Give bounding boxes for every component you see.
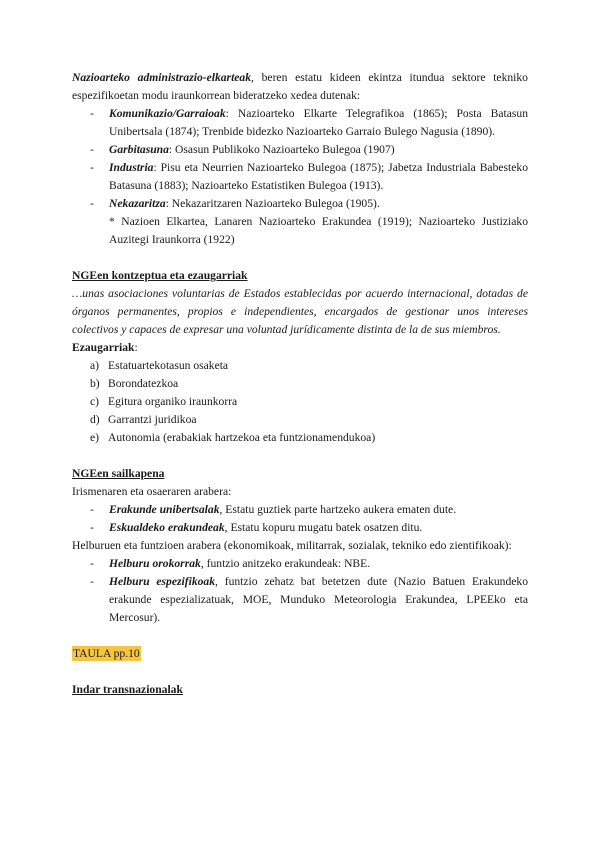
list-item-text: Autonomia (erabakiak hartzekoa eta funtzionamendukoa) <box>108 431 376 444</box>
concept-quote: …unas asociaciones voluntarias de Estados establecidas por acuerdo internacional, dotadas de órganos permanentes, propios e independientes, encargados de gestionar unos intereses colectivos y capaces de expresar una voluntad jurídicamente distinta de la de sus miembros. <box>72 287 528 336</box>
list-marker: a) <box>90 359 100 372</box>
list-item-term: Industria <box>109 161 154 174</box>
list-item-term: Eskualdeko erakundeak <box>109 521 225 534</box>
features-list <box>72 357 528 447</box>
members-list <box>72 501 528 537</box>
list-item <box>72 519 528 537</box>
features-label: Ezaugarriak <box>72 341 135 354</box>
list-item-text: , funtzio anitzeko erakundeak: NBE. <box>200 557 371 570</box>
list-item-term: Helburu espezifikoak <box>109 575 216 588</box>
list-marker: c) <box>90 395 100 408</box>
list-item-term: Helburu orokorrak <box>109 557 201 570</box>
list-item <box>72 375 528 393</box>
list-marker: d) <box>90 413 100 426</box>
table-reference-line <box>72 645 528 663</box>
list-item <box>72 159 528 195</box>
table-reference: TAULA pp.10 <box>73 647 140 660</box>
features-label-line <box>72 339 528 357</box>
list-item <box>72 141 528 159</box>
list-item <box>72 105 528 141</box>
list-marker: e) <box>90 431 100 444</box>
list-item <box>72 411 528 429</box>
list-item-text: : Nekazaritzaren Nazioarteko Bulegoa (1905). <box>165 197 380 210</box>
classification-heading: NGEen sailkapena <box>72 467 165 480</box>
list-item-text: Borondatezkoa <box>108 377 179 390</box>
list-item <box>72 573 528 627</box>
list-item-text: : Pisu eta Neurrien Nazioarteko Bulegoa (1875); Jabetza Industriala Babesteko Batasuna (1883); Nazioarteko Estatistiken Bulegoa (1913). <box>109 161 528 192</box>
list-item-text: Garrantzi juridikoa <box>108 413 197 426</box>
transnational-heading: Indar transnazionalak <box>72 683 183 696</box>
list-item <box>72 555 528 573</box>
list-item <box>72 501 528 519</box>
list-item-term: Garbitasuna <box>109 143 169 156</box>
list-item-text: Egitura organiko iraunkorra <box>108 395 238 408</box>
features-colon: : <box>134 341 138 354</box>
list-item-text: : Osasun Publikoko Nazioarteko Bulegoa (1907) <box>168 143 395 156</box>
by-purpose-text: Helburuen eta funtzioen arabera (ekonomikoak, militarrak, sozialak, tekniko edo zientifikoak): <box>72 539 512 552</box>
intro-paragraph <box>72 69 528 105</box>
list-item-text: , Estatu guztiek parte hartzeko aukera ematen dute. <box>219 503 457 516</box>
list-item-text: , Estatu kopuru mugatu batek osatzen ditu. <box>224 521 423 534</box>
list-item-term: Komunikazio/Garraioak <box>109 107 226 120</box>
intro-term: Nazioarteko administrazio-elkarteak <box>72 71 252 84</box>
concept-heading: NGEen kontzeptua eta ezaugarriak <box>72 269 248 282</box>
list-item <box>72 195 528 213</box>
list-item <box>72 429 528 447</box>
intro-text: , beren estatu kideen ekintza itundua sektore tekniko espezifikoetan modu iraunkorrean bideratzeko xedea dutenak: <box>72 71 528 102</box>
list-item <box>72 357 528 375</box>
purpose-list <box>72 555 528 627</box>
by-members-text: Irismenaren eta osaeraren arabera: <box>72 485 232 498</box>
admin-list <box>72 105 528 213</box>
document-page <box>72 69 528 699</box>
list-item-term: Erakunde unibertsalak <box>109 503 220 516</box>
list-item-text: , funtzio zehatz bat betetzen dute (Nazio Batuen Erakundeko erakunde espezializatuak, MOE, Munduko Meteorologia Erakundea, LPEEko eta Mercosur). <box>109 575 529 624</box>
list-item-text: Estatuartekotasun osaketa <box>108 359 229 372</box>
list-item-term: Nekazaritza <box>109 197 166 210</box>
list-marker: b) <box>90 377 100 390</box>
admin-note: * Nazioen Elkartea, Lanaren Nazioarteko Erakundea (1919); Nazioarteko Justiziako Auzitegi Iraunkorra (1922) <box>109 215 528 246</box>
list-item <box>72 393 528 411</box>
list-item-text: : Nazioarteko Elkarte Telegrafikoa (1865); Posta Batasun Unibertsala (1874); Trenbide bidezko Nazioarteko Garraio Bulego Nagusia (1890). <box>109 107 528 138</box>
